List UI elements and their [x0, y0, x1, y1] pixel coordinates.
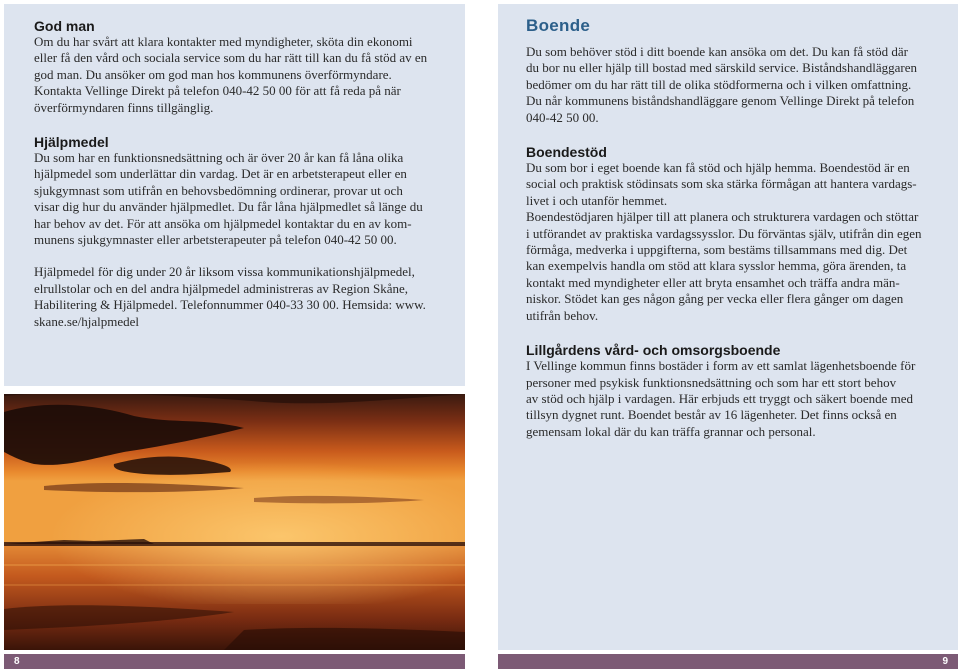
boende-intro-line: 040-42 50 00.: [526, 109, 599, 125]
god-man-line: överförmyndaren finns tillgänglig.: [34, 99, 214, 115]
lillgarden-line: gemensam lokal där du kan träffa grannar och personal.: [526, 423, 816, 439]
hjalpmedel-line: Hjälpmedel för dig under 20 år liksom vissa kommunikationshjälpmedel,: [34, 264, 415, 280]
water-streak: [4, 564, 465, 566]
boendestod-line: kan exempelvis handla om stöd att klara sysslor hemma, göra ärenden, ta: [526, 258, 907, 274]
god-man-line: Kontakta Vellinge Direkt på telefon 040-42 50 00 för att få reda på när: [34, 83, 401, 99]
boende-title: Boende: [526, 16, 591, 35]
lillgarden-heading: Lillgårdens vård- och omsorgsboende: [526, 342, 781, 359]
section-boende-intro: [526, 44, 944, 126]
section-lillgarden: [526, 342, 944, 440]
footer-bar-right: [498, 654, 958, 669]
boendestod-line: förmåga, medverka i uppgifterna, som bestäms tillsammans med dig. Det: [526, 242, 908, 258]
hjalpmedel-line: munens sjukgymnaster eller arbetsterapeuter på telefon 040-42 50 00.: [34, 232, 397, 248]
lillgarden-line: tillsyn dygnet runt. Boendet består av 16 lägenheter. Det finns också en: [526, 407, 897, 423]
cloud-reflection: [224, 628, 465, 650]
boendestod-line: i utförandet av praktiska vardagssysslor. Du förväntas själv, utifrån din egen: [526, 225, 922, 241]
footer-bar-left: [4, 654, 465, 669]
page-number-left: 8: [14, 656, 20, 667]
boendestod-line: social och praktisk stödinsats som ska stärka förmågan att hantera vardags-: [526, 176, 917, 192]
water-streak: [4, 584, 465, 586]
god-man-heading: God man: [34, 18, 95, 34]
hjalpmedel-line: hjälpmedel som underlättar din vardag. Det är en arbetsterapeut eller en: [34, 166, 407, 182]
boendestod-line: kontakt med myndigheter eller att bryta ensamhet och träffa andra män-: [526, 274, 900, 290]
boende-intro-line: Du som behöver stöd i ditt boende kan ansöka om det. Du kan få stöd där: [526, 44, 908, 59]
page-number-right: 9: [942, 656, 948, 667]
lillgarden-line: personer med psykisk funktionsnedsättning och som har ett stort behov: [526, 374, 897, 390]
hjalpmedel-line: Habilitering & Hjälpmedel. Telefonnummer 040-33 30 00. Hemsida: www.: [34, 297, 426, 313]
hjalpmedel-line: elrullstolar och en del andra hjälpmedel administreras av Region Skåne,: [34, 280, 408, 296]
boendestod-line: Du som bor i eget boende kan få stöd och hjälp hemma. Boendestöd är en: [526, 160, 910, 176]
hjalpmedel-line: Du som har en funktionsnedsättning och är över 20 år kan få låna olika: [34, 150, 404, 166]
boende-intro-line: du bor nu eller hjälp till bostad med särskild service. Biståndshandläggaren: [526, 60, 917, 76]
god-man-line: god man. Du ansöker om god man hos kommunens överförmyndare.: [34, 66, 392, 82]
boendestod-heading: Boendestöd: [526, 144, 607, 161]
sunset-image: [4, 394, 465, 650]
hjalpmedel-heading: Hjälpmedel: [34, 134, 109, 151]
section-god-man: [34, 18, 449, 116]
left-text-panel: [4, 4, 465, 386]
section-hjalpmedel: [34, 134, 449, 330]
lillgarden-line: I Vellinge kommun finns bostäder i form av ett samlat lägenhetsboende för: [526, 358, 916, 374]
hjalpmedel-line: visar dig hur du använder hjälpmedlet. Du får låna hjälpmedlet så länge du: [34, 199, 423, 215]
section-boendestod: [526, 144, 944, 324]
boendestod-line: niskor. Stödet kan ges någon gång per vecka eller flera gånger om dagen: [526, 291, 904, 307]
boendestod-line: livet i och utanför hemmet.: [526, 192, 668, 208]
boendestod-line: utifrån behov.: [526, 307, 599, 323]
hjalpmedel-line: sjukgymnast som utifrån en behovsbedömning ordinerar, provar ut och: [34, 182, 403, 198]
lillgarden-line: av stöd och hjälp i vardagen. Här erbjuds ett tryggt och säkert boende med: [526, 390, 913, 406]
hjalpmedel-line: skane.se/hjalpmedel: [34, 313, 140, 329]
hjalpmedel-line: har behov av det. För att ansöka om hjälpmedel kontaktar du en av kom-: [34, 215, 412, 231]
boende-intro-line: bedömer om du har rätt till de olika stödformerna och i vilken omfattning.: [526, 76, 912, 92]
god-man-line: Om du har svårt att klara kontakter med myndigheter, sköta din ekonomi: [34, 34, 413, 49]
right-text-panel: [498, 4, 958, 650]
boende-intro-line: Du når kommunens biståndshandläggare genom Vellinge Direkt på telefon: [526, 93, 915, 109]
boendestod-line: Boendestödjaren hjälper till att planera och strukturera vardagen och stöttar: [526, 209, 919, 225]
sunset-photo: [4, 394, 465, 650]
sun-glow: [4, 454, 465, 604]
god-man-line: eller få den vård och sociala service som du har rätt till kan du få stöd av en: [34, 50, 428, 66]
